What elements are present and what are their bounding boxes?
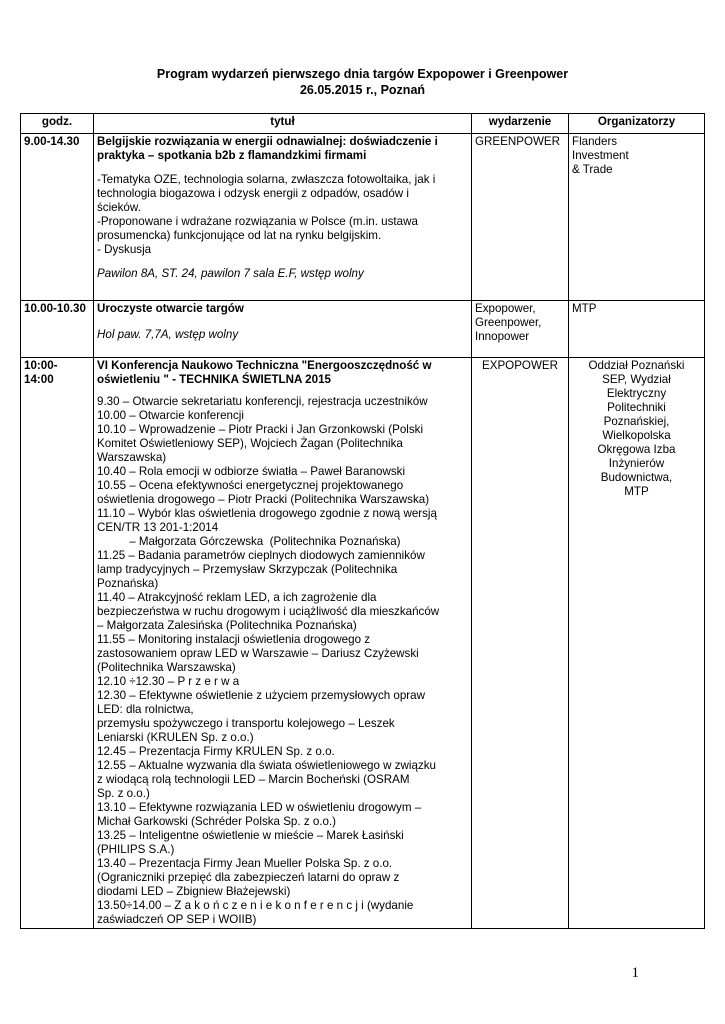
table-row [21,134,705,301]
table-row [21,358,705,929]
program-item: Leniarski (KRULEN Sp. z o.o.) [97,731,254,744]
program-item: 10.55 – Ocena efektywności energetycznej projektowanego [97,479,404,492]
organizer-line: Budownictwa, [600,471,673,484]
description-line: prosumencka) funkcjonujące od lat na rynku belgijskim. [97,229,382,242]
program-item: – Małgorzata Górczewska (Politechnika Poznańska) [97,535,401,548]
header-title: tytuł [94,114,472,134]
program-item: Poznańska) [97,577,159,590]
program-item: (Ograniczniki przepięć dla zabezpieczeń latarni do opraw z [97,871,400,884]
program-item: 10.10 – Wprowadzenie – Piotr Pracki i Jan Grzonkowski (Polski [97,423,424,436]
header-time: godz. [21,114,94,134]
program-item: 12.10 ÷12.30 – P r z e r w a [97,675,240,688]
row-event: EXPOPOWER [472,358,569,929]
program-item: z wiodącą rolą technologii LED – Marcin Bocheński (OSRAM [97,773,410,786]
organizer-line: Flanders [572,135,618,148]
description-line: ścieków. [97,201,141,214]
program-item: Warszawska) [97,451,167,464]
program-item: lamp tradycyjnych – Przemysław Skrzypczak (Politechnika [97,563,398,576]
program-item: diodami LED – Zbigniew Błażejewski) [97,885,291,898]
program-item: zastosowaniem opraw LED w Warszawie – Dariusz Czyżewski [97,647,419,660]
organizer-line: Politechniki [607,401,666,414]
organizer-line: MTP [624,485,649,498]
organizer-line: Oddział Poznański [588,359,685,372]
program-item: 13.50÷14.00 – Z a k o ń c z e n i e k o n f e r e n c j i (wydanie [97,899,414,912]
row-organizers: MTP [569,301,705,358]
organizer-line: Poznańskiej, [603,415,670,428]
program-item: bezpieczeństwa w ruchu drogowym i uciążliwość dla mieszkańców [97,605,440,618]
row-event [472,301,569,358]
description-line: - Dyskusja [97,243,152,256]
time-line: 10:00- [24,359,58,372]
program-item: 11.55 – Monitoring instalacji oświetlenia drogowego z [97,633,371,646]
program-item: (PHILIPS S.A.) [97,843,175,856]
program-item: 13.40 – Prezentacja Firmy Jean Mueller Polska Sp. z o.o. [97,857,393,870]
program-item: Michał Garkowski (Schréder Polska Sp. z o.o.) [97,815,337,828]
organizer-line: Okręgowa Izba [597,443,676,456]
row-time: 9.00-14.30 [21,134,94,301]
time-line: 14:00 [24,373,54,386]
header-event: wydarzenie [472,114,569,134]
event-line: Innopower [475,330,530,343]
page-number: 1 [631,965,639,981]
program-item: CEN/TR 13 201-1:2014 [97,521,219,534]
event-title: Uroczyste otwarcie targów [97,302,244,315]
conference-program [97,395,468,927]
program-item: 10.40 – Rola emocji w odbiorze światła – Paweł Baranowski [97,465,406,478]
program-item: Sp. z o.o.) [97,787,150,800]
event-line: Greenpower, [475,316,542,329]
row-title-cell [94,301,472,358]
program-item: 12.45 – Prezentacja Firmy KRULEN Sp. z o.o. [97,745,335,758]
table-header-row [21,114,705,134]
event-title: oświetleniu " - TECHNIKA ŚWIETLNA 2015 [97,373,331,386]
document-title: Program wydarzeń pierwszego dnia targów Expopower i Greenpower [156,67,569,81]
program-item: Komitet Oświetleniowy SEP), Wojciech Żagan (Politechnika [97,437,403,450]
program-item: LED: dla rolnictwa, [97,703,194,716]
table-row [21,301,705,358]
event-location: Pawilon 8A, ST. 24, pawilon 7 sala E.F, wstęp wolny [97,267,364,280]
row-organizers [569,134,705,301]
event-title: praktyka – spotkania b2b z flamandzkimi firmami [97,149,367,162]
header-organizers: Organizatorzy [569,114,705,134]
program-item: 13.25 – Inteligentne oświetlenie w mieście – Marek Łasiński [97,829,404,842]
program-item: przemysłu spożywczego i transportu kolejowego – Leszek [97,717,395,730]
row-time [21,358,94,929]
event-location: Hol paw. 7,7A, wstęp wolny [97,328,239,341]
description-line: technologia biogazowa i odzysk energii z odpadów, osadów i [97,187,409,200]
row-organizers [569,358,705,929]
organizer-line: Inżynierów [608,457,665,470]
program-item: – Małgorzata Zalesińska (Politechnika Poznańska) [97,619,357,632]
row-title-cell [94,358,472,929]
description-line: -Proponowane i wdrażane rozwiązania w Polsce (m.in. ustawa [97,215,418,228]
program-item: 10.00 – Otwarcie konferencji [97,409,244,422]
organizer-line: Wielkopolska [602,429,671,442]
organizer-line: Investment [572,149,629,162]
program-item: (Politechnika Warszawska) [97,661,236,674]
program-item: 9.30 – Otwarcie sekretariatu konferencji, rejestracja uczestników [97,395,428,408]
program-item: 11.25 – Badania parametrów cieplnych diodowych zamienników [97,549,425,562]
event-line: Expopower, [475,302,536,315]
program-item: 12.30 – Efektywne oświetlenie z użyciem przemysłowych opraw [97,689,425,702]
event-title: VI Konferencja Naukowo Techniczna "Energooszczędność w [97,359,432,372]
program-item: 11.10 – Wybór klas oświetlenia drogowego zgodnie z nową wersją [97,507,437,520]
program-item: 13.10 – Efektywne rozwiązania LED w oświetleniu drogowym – [97,801,422,814]
program-item: 11.40 – Atrakcyjność reklam LED, a ich zagrożenie dla [97,591,377,604]
row-time: 10.00-10.30 [21,301,94,358]
row-event: GREENPOWER [472,134,569,301]
program-item: 12.55 – Aktualne wyzwania dla świata oświetleniowego w związku [97,759,436,772]
program-item: zaświadczeń OP SEP i WOIIB) [97,913,257,926]
document-date-location: 26.05.2015 r., Poznań [299,83,426,97]
row-title-cell [94,134,472,301]
organizer-line: Elektryczny [606,387,667,400]
organizer-line: SEP, Wydział [602,373,671,386]
event-title: Belgijskie rozwiązania w energii odnawialnej: doświadczenie i [97,135,438,148]
program-table [20,113,705,929]
program-item: oświetlenia drogowego – Piotr Pracki (Politechnika Warszawska) [97,493,430,506]
description-line: -Tematyka OZE, technologia solarna, zwłaszcza fotowoltaika, jak i [97,173,436,186]
organizer-line: & Trade [572,163,613,176]
